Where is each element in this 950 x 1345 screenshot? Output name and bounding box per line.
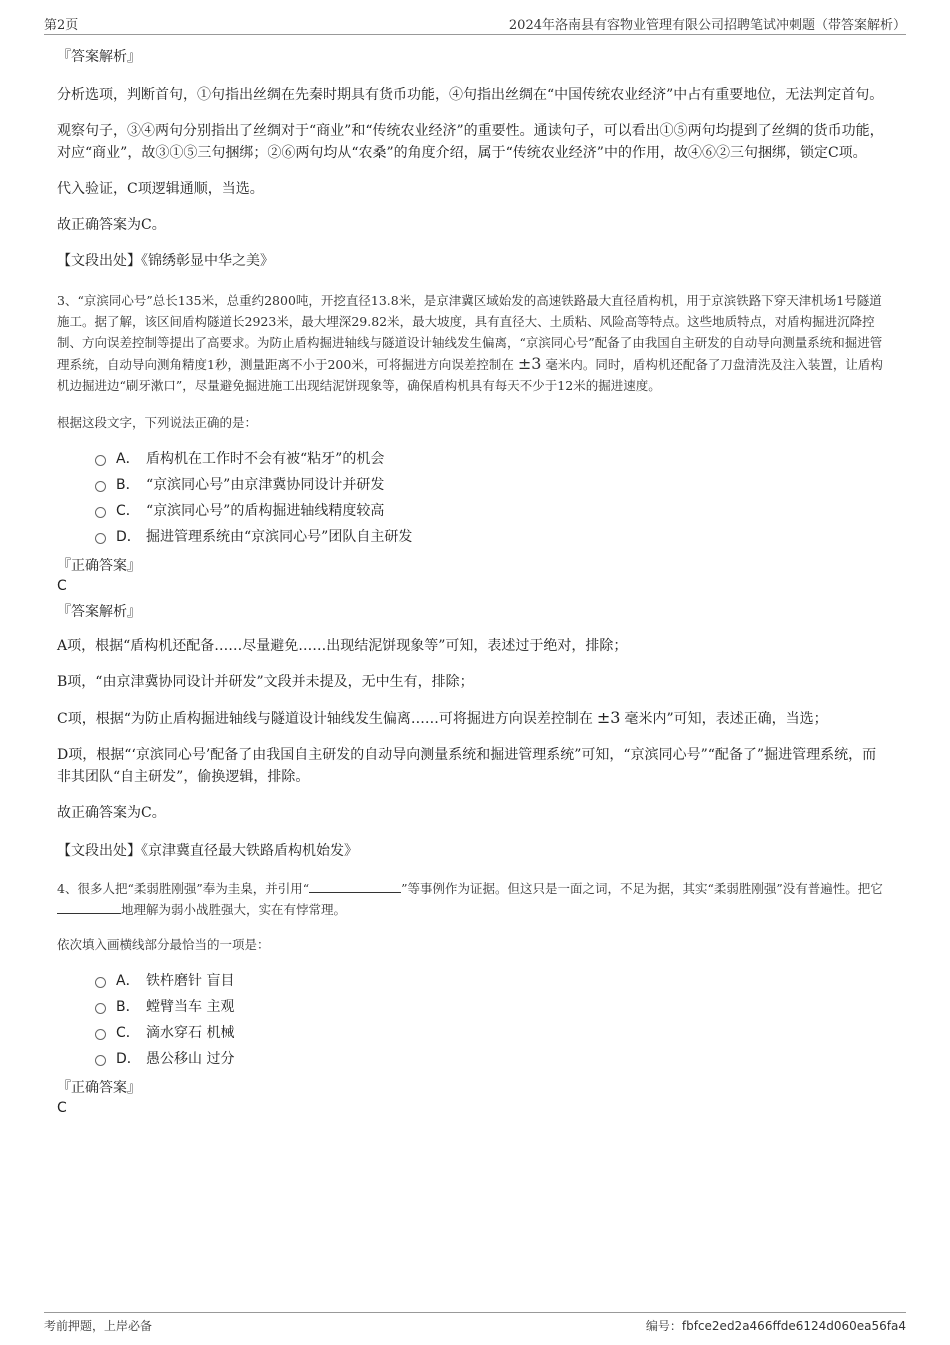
analysis-paragraph: D项，根据“‘京滨同心号’配备了由我国自主研发的自动导向测量系统和掘进管理系统”可知，“京滨同心号”“配备了”掘进管理系统，而非其团队“自主研发”，偷换逻辑，排除。 [57, 747, 877, 785]
option-d[interactable]: D． 愚公移山 过分 [95, 1045, 887, 1071]
answer-label: 『正确答案』 [57, 558, 141, 574]
option-b[interactable]: B． 螳臂当车 主观 [95, 993, 887, 1019]
option-a[interactable]: A． 盾构机在工作时不会有被“粘牙”的机会 [95, 445, 887, 471]
plus-minus-value: ±3 [517, 354, 542, 373]
question-options [95, 967, 887, 1071]
analysis-paragraph: A项，根据“盾构机还配备……尽量避免……出现结泥饼现象等”可知，表述过于绝对，排除； [57, 638, 628, 654]
radio-icon[interactable] [95, 507, 106, 518]
analysis-label: 『答案解析』 [57, 604, 141, 620]
analysis-paragraph: 观察句子，③④两句分别指出了丝绸对于“商业”和“传统农业经济”的重要性。通读句子，可以看出①⑤两句均提到了丝绸的货币功能，对应“商业”，故③①⑤三句捆绑；②⑥两句均从“农桑”的角度介绍，属于“传统农业经济”中的作用，故④⑥②三句捆绑，锁定C项。 [57, 123, 884, 161]
answer-value: C [57, 578, 67, 594]
analysis-paragraph: B项，“由京津冀协同设计并研发”文段并未提及，无中生有，排除； [57, 674, 474, 690]
analysis-paragraph: 故正确答案为C。 [57, 217, 166, 233]
radio-icon[interactable] [95, 1055, 106, 1066]
analysis-label: 『答案解析』 [57, 49, 141, 65]
source-citation: 【文段出处】《锦绣彰显中华之美》 [57, 253, 274, 269]
radio-icon[interactable] [95, 1003, 106, 1014]
question-stem: 4、很多人把“柔弱胜刚强”奉为圭臬，并引用“ ”等事例作为证据。但这只是一面之词，不足为据，其实“柔弱胜刚强”没有普遍性。把它地理解为弱小战胜强大，实在有悖常理。 [57, 878, 887, 920]
option-c[interactable]: C． “京滨同心号”的盾构掘进轴线精度较高 [95, 497, 887, 523]
plus-minus-value: ±3 [596, 708, 621, 727]
footer-slogan: 考前押题，上岸必备 [44, 1319, 153, 1333]
main-content [57, 46, 887, 1117]
page-header [44, 14, 906, 35]
radio-icon[interactable] [95, 977, 106, 988]
radio-icon[interactable] [95, 1029, 106, 1040]
question-options [95, 445, 887, 549]
document-title: 2024年洛南县有容物业管理有限公司招聘笔试冲刺题（带答案解析） [508, 18, 906, 33]
answer-value: C [57, 1100, 67, 1116]
option-d[interactable]: D． 掘进管理系统由“京滨同心号”团队自主研发 [95, 523, 887, 549]
option-a[interactable]: A． 铁杵磨针 盲目 [95, 967, 887, 993]
fill-blank [309, 878, 401, 893]
fill-blank [57, 899, 121, 914]
analysis-paragraph: 故正确答案为C。 [57, 805, 166, 821]
radio-icon[interactable] [95, 533, 106, 544]
radio-icon[interactable] [95, 481, 106, 492]
radio-icon[interactable] [95, 455, 106, 466]
analysis-paragraph: C项，根据“为防止盾构掘进轴线与隧道设计轴线发生偏离……可将掘进方向误差控制在 ±3 毫米内”可知，表述正确，当选； [57, 708, 828, 727]
option-b[interactable]: B． “京滨同心号”由京津冀协同设计并研发 [95, 471, 887, 497]
analysis-paragraph: 代入验证，C项逻辑通顺，当选。 [57, 181, 264, 197]
page-footer [44, 1312, 906, 1336]
page-number: 第2页 [44, 18, 79, 33]
document-code: 编号：fbfce2ed2a466ffde6124d060ea56fa4 [645, 1319, 906, 1333]
question-prompt: 根据这段文字，下列说法正确的是： [57, 415, 258, 430]
source-citation: 【文段出处】《京津冀直径最大铁路盾构机始发》 [57, 843, 358, 859]
analysis-paragraph: 分析选项，判断首句，①句指出丝绸在先秦时期具有货币功能，④句指出丝绸在“中国传统农业经济”中占有重要地位，无法判定首句。 [57, 87, 884, 103]
option-c[interactable]: C． 滴水穿石 机械 [95, 1019, 887, 1045]
answer-label: 『正确答案』 [57, 1080, 141, 1096]
question-stem: 3、“京滨同心号”总长135米，总重约2800吨，开挖直径13.8米，是京津冀区域始发的高速铁路最大直径盾构机，用于京滨铁路下穿天津机场1号隧道施工。据了解，该区间盾构隧道长2923米，最大埋深29.82米，最大坡度，具有直径大、土质粘、风险高等特点。这些地质特点，对盾构掘进沉降控制、方向误差控制等提出了高要求。为防止盾构掘进轴线与隧道设计轴线发生偏离，“京滨同心号”配备了由我国自主研发的自动导向测量系统和掘进管理系统，自动导向测角精度1秒，测量距离不小于200米，可将掘进方向误差控制在 ±3 毫米内。同时，盾构机还配备了刀盘清洗及注入装置，让盾构机边掘进边“刷牙漱口”，尽量避免掘进施工出现结泥饼现象等，确保盾构机具有每天不少于12米的掘进速度。 [57, 293, 883, 393]
question-prompt: 依次填入画横线部分最恰当的一项是： [57, 937, 270, 952]
